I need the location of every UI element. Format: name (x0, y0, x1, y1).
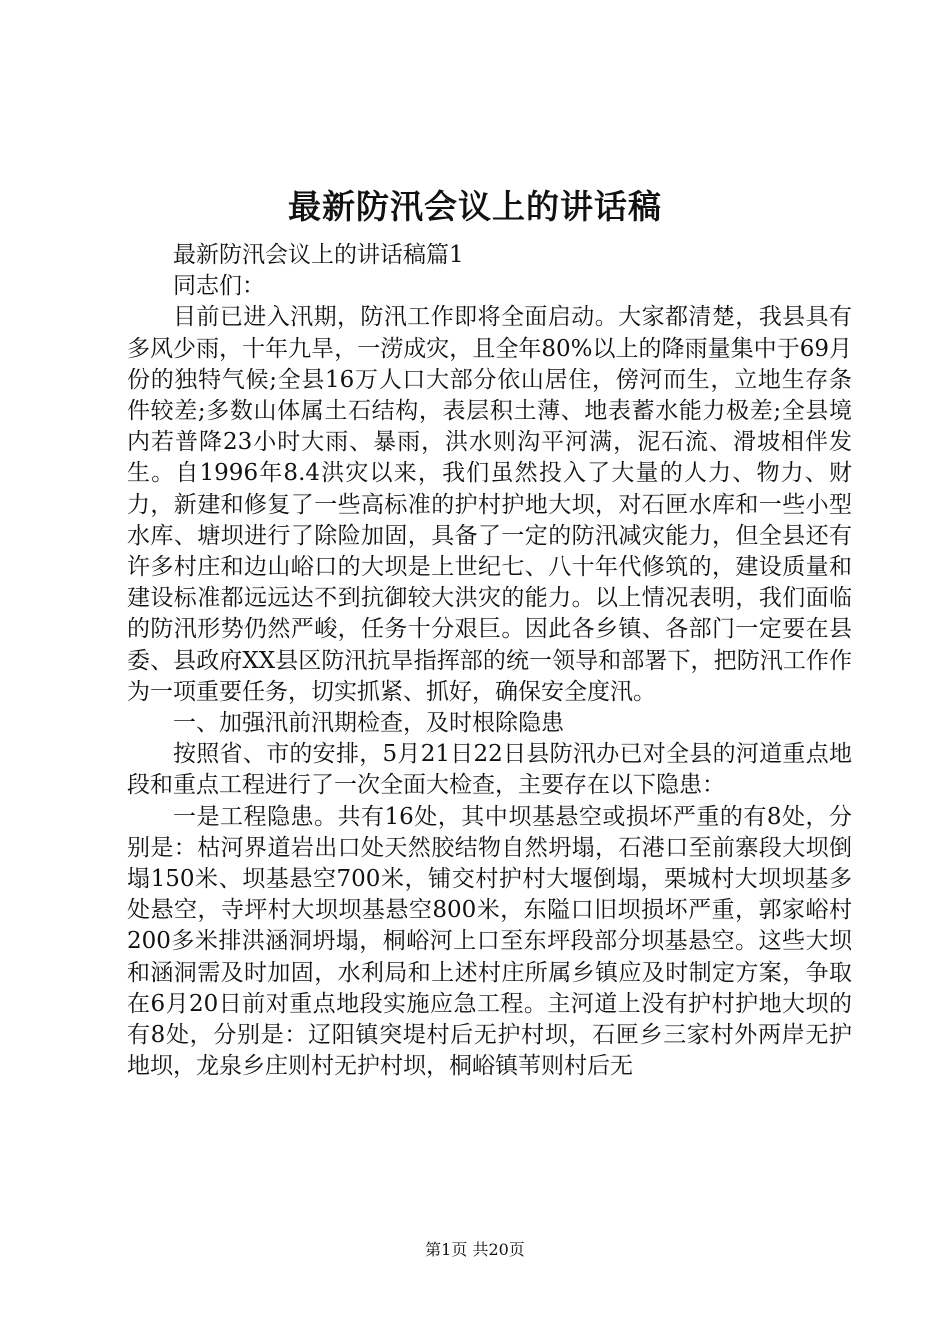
section-heading: 最新防汛会议上的讲话稿篇1 (173, 242, 464, 268)
body-paragraph: 目前已进入汛期，防汛工作即将全面启动。大家都清楚，我县具有多风少雨，十年九旱，一涝成灾，且全年80%以上的降雨量集中于69月份的独特气候;全县16万人口大部分依山居住，傍河而生，立地生存条件较差;多数山体属土石结构，表层积土薄、地表蓄水能力极差;全县境内若普降23小时大雨、暴雨，洪水则沟平河满，泥石流、滑坡相伴发生。自1996年8.4洪灾以来，我们虽然投入了大量的人力、物力、财力，新建和修复了一些高标准的护村护地大坝，对石匣水库和一些小型水库、塘坝进行了除险加固，具备了一定的防汛减灾能力，但全县还有许多村庄和边山峪口的大坝是上世纪七、八十年代修筑的，建设质量和建设标准都远远达不到抗御较大洪灾的能力。以上情况表明，我们面临的防汛形势仍然严峻，任务十分艰巨。因此各乡镇、各部门一定要在县委、县政府XX县区防汛抗旱指挥部的统一领导和部署下，把防汛工作作为一项重要任务，切实抓紧、抓好，确保安全度汛。 (127, 304, 852, 705)
body-paragraph: 一是工程隐患。共有16处，其中坝基悬空或损坏严重的有8处，分别是：枯河界道岩出口处天然胶结物自然坍塌，石港口至前寨段大坝倒塌150米、坝基悬空700米，铺交村护村大堰倒塌，栗城村大坝坝基多处悬空，寺坪村大坝坝基悬空800米，东隘口旧坝损坏严重，郭家峪村200多米排洪涵洞坍塌，桐峪河上口至东坪段部分坝基悬空。这些大坝和涵洞需及时加固，水利局和上述村庄所属乡镇应及时制定方案，争取在6月20日前对重点地段实施应急工程。主河道上没有护村护地大坝的有8处，分别是：辽阳镇突堤村后无护村坝，石匣乡三家村外两岸无护地坝，龙泉乡庄则村无护村坝，桐峪镇苇则村后无 (127, 803, 852, 1080)
section-heading: 一、加强汛前汛期检查，及时根除隐患 (173, 710, 564, 737)
document-title: 最新防汛会议上的讲话稿 (288, 187, 662, 226)
salutation: 同志们： (173, 273, 265, 300)
document-body (127, 240, 852, 1082)
body-paragraph: 按照省、市的安排，5月21日22日县防汛办已对全县的河道重点地段和重点工程进行了一次全面大检查，主要存在以下隐患： (127, 741, 852, 799)
page-number-footer: 第1页 共20页 (425, 1240, 525, 1259)
